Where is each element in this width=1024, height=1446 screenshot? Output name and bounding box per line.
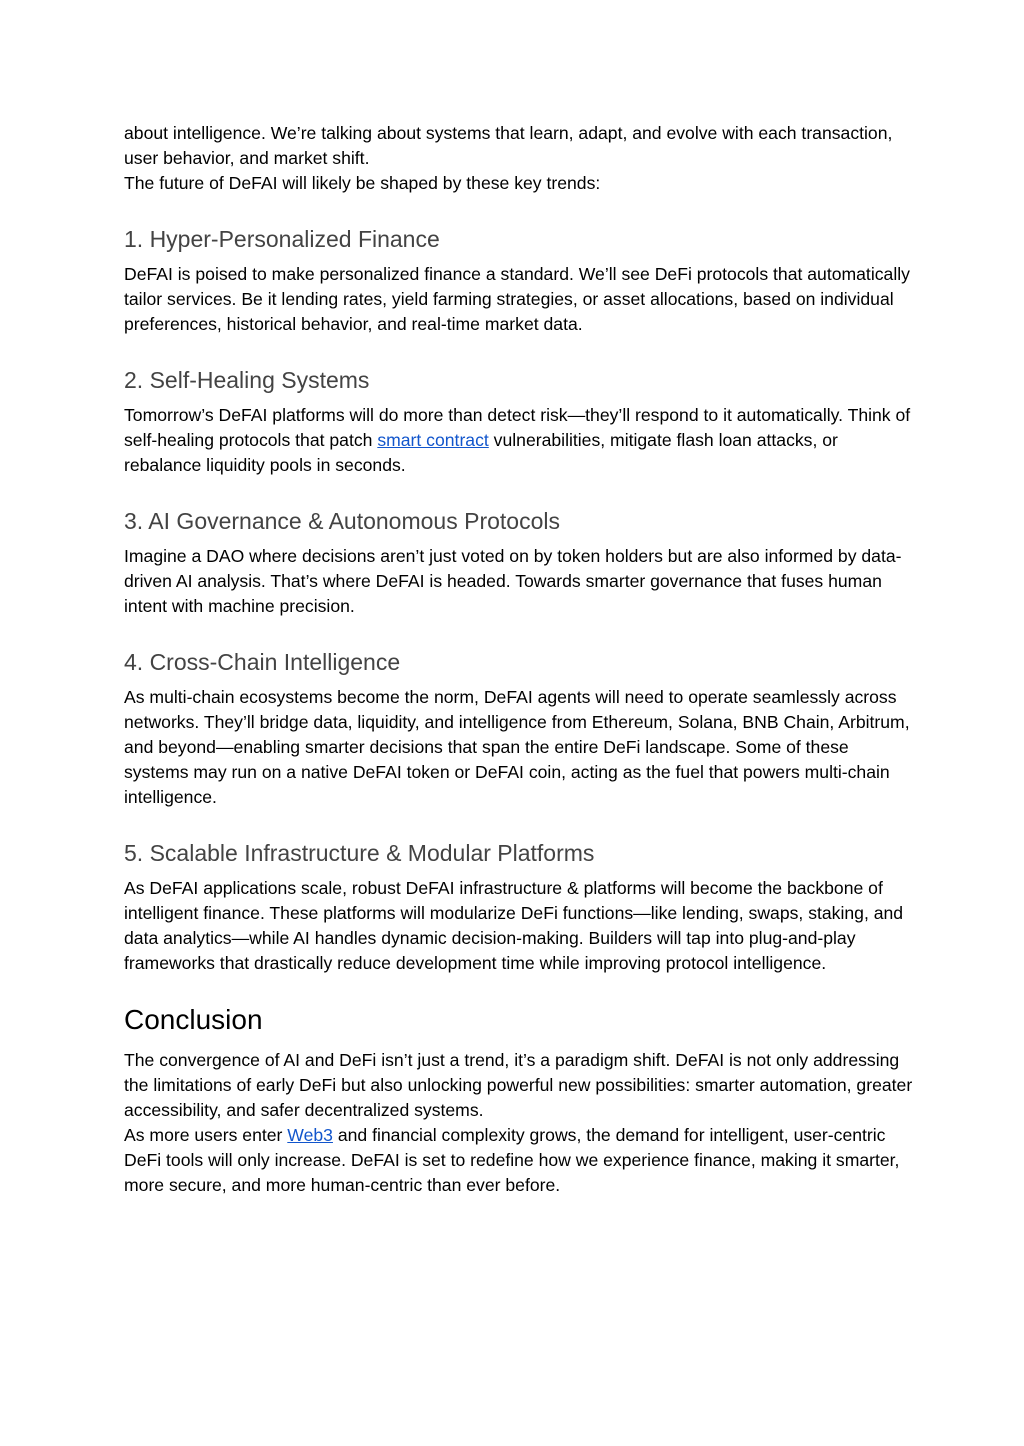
section-heading-cross-chain: 4. Cross-Chain Intelligence (124, 649, 401, 675)
intro-lead: The future of DeFAI will likely be shaped by these key trends: (124, 173, 601, 193)
section-heading-scalable-infrastructure: 5. Scalable Infrastructure & Modular Platforms (124, 840, 595, 866)
section-body-scalable-infrastructure: As DeFAI applications scale, robust DeFAI infrastructure & platforms will become the backbone of intelligent finance. These platforms will modularize DeFi functions—like lending, swaps, staking, and data analytics—while AI handles dynamic decision-making. Builders will tap into plug-and-play frameworks that drastically reduce development time while improving protocol intelligence. (124, 878, 904, 973)
section-body-ai-governance: Imagine a DAO where decisions aren’t just voted on by token holders but are also informed by data-driven AI analysis. That’s where DeFAI is headed. Towards smarter governance that fuses human intent with machine precision. (124, 546, 902, 616)
conclusion-text-before: As more users enter (124, 1125, 288, 1145)
web3-link[interactable]: Web3 (287, 1125, 333, 1145)
document-page (124, 121, 914, 1198)
self-healing-text-after: vulnerabilities, mitigate flash loan attacks, or rebalance liquidity pools in seconds. (124, 430, 838, 475)
self-healing-text-before: Tomorrow’s DeFAI platforms will do more than detect risk—they’ll respond to it automatically. Think of self-healing protocols that patch (124, 405, 911, 450)
section-heading-ai-governance: 3. AI Governance & Autonomous Protocols (124, 508, 560, 534)
section-heading-hyper-personalized: 1. Hyper-Personalized Finance (124, 226, 440, 252)
section-body-hyper-personalized: DeFAI is poised to make personalized finance a standard. We’ll see DeFi protocols that automatically tailor services. Be it lending rates, yield farming strategies, or asset allocations, based on individual preferences, historical behavior, and real-time market data. (124, 264, 910, 334)
conclusion-paragraph-2 (124, 1123, 914, 1198)
conclusion-text-after: and financial complexity grows, the demand for intelligent, user-centric DeFi tools will only increase. DeFAI is set to redefine how we experience finance, making it smarter, more secure, and more human-centric than ever before. (124, 1125, 900, 1195)
section-body-self-healing (124, 403, 914, 478)
intro-continuation: about intelligence. We’re talking about systems that learn, adapt, and evolve with each transaction, user behavior, and market shift. (124, 123, 893, 168)
smart-contract-link[interactable]: smart contract (377, 430, 489, 450)
section-body-cross-chain: As multi-chain ecosystems become the norm, DeFAI agents will need to operate seamlessly across networks. They’ll bridge data, liquidity, and intelligence from Ethereum, Solana, BNB Chain, Arbitrum, and beyond—enabling smarter decisions that span the entire DeFi landscape. Some of these systems may run on a native DeFAI token or DeFAI coin, acting as the fuel that powers multi-chain intelligence. (124, 687, 910, 807)
conclusion-paragraph-1: The convergence of AI and DeFi isn’t just a trend, it’s a paradigm shift. DeFAI is not only addressing the limitations of early DeFi but also unlocking powerful new possibilities: smarter automation, greater accessibility, and safer decentralized systems. (124, 1050, 913, 1120)
section-heading-self-healing: 2. Self-Healing Systems (124, 367, 370, 393)
conclusion-heading: Conclusion (124, 1004, 263, 1035)
